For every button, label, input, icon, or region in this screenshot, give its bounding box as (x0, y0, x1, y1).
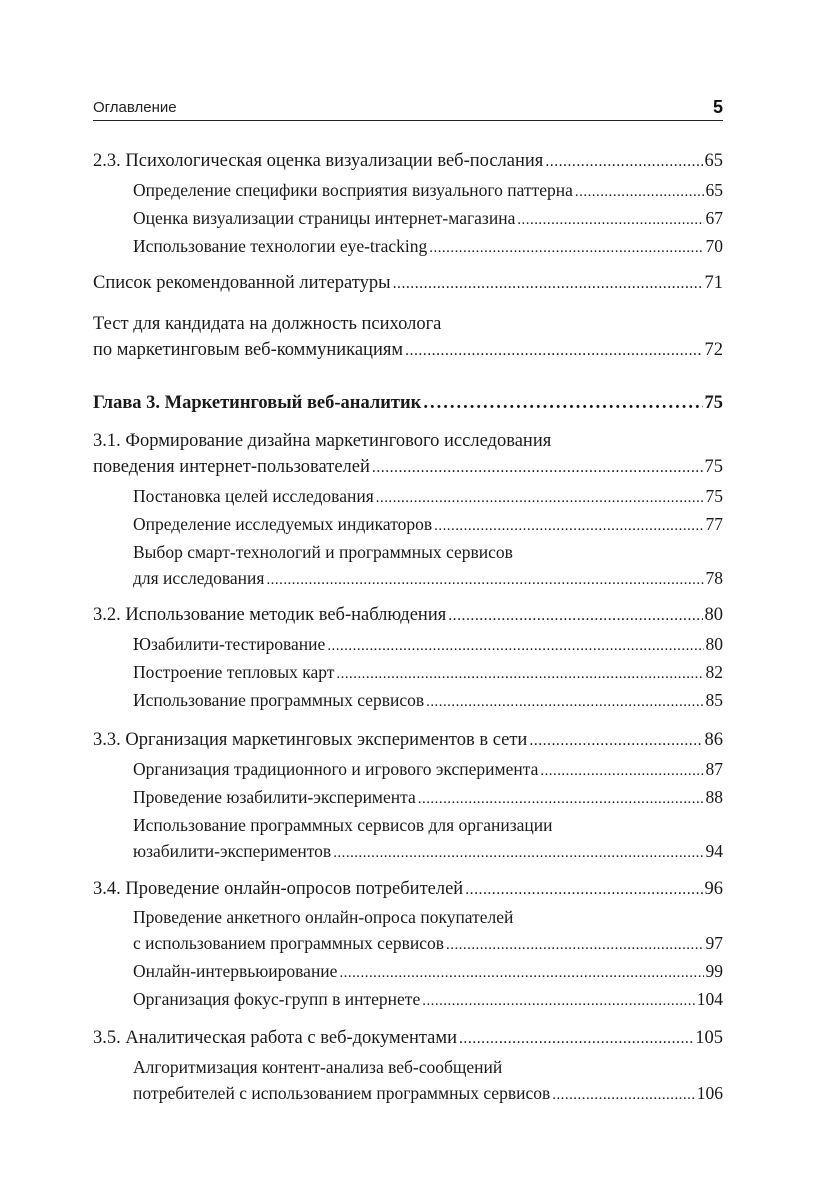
toc-subentry[interactable] (133, 659, 723, 687)
toc-page-number: 96 (704, 879, 723, 899)
toc-entry-title: для исследования (133, 568, 265, 588)
toc-chapter-title: Глава 3. Маркетинговый веб-аналитик (93, 393, 422, 413)
leader-dots (575, 179, 704, 205)
leader-dots (552, 1082, 695, 1108)
leader-dots (266, 567, 703, 593)
toc-entry-title-line1: Алгоритмизация контент-анализа веб-сообщений (133, 1057, 503, 1077)
toc-entry-title: Организация фокус-групп в интернете (133, 989, 421, 1009)
leader-dots (448, 603, 702, 629)
toc-entry-title: потребителей с использованием программных сервисов (133, 1083, 551, 1103)
leader-dots (434, 513, 703, 539)
toc-subentry[interactable] (133, 687, 723, 715)
toc-subentry[interactable] (133, 958, 723, 986)
toc-entry-title-line1: Тест для кандидата на должность психолога (93, 314, 442, 334)
toc-subentry[interactable] (133, 986, 723, 1014)
toc-page-number: 70 (705, 236, 723, 256)
leader-dots (393, 271, 703, 297)
leader-dots (429, 235, 703, 261)
toc-entry-3-3[interactable] (93, 727, 723, 754)
toc-subentry[interactable] (133, 539, 723, 593)
leader-dots (333, 840, 703, 866)
leader-dots (372, 455, 703, 481)
toc-entry-2-3[interactable] (93, 148, 723, 175)
toc-entry-3-1[interactable] (93, 428, 723, 481)
toc-entry-title: Постановка целей исследования (133, 486, 374, 506)
toc-page-number: 80 (705, 634, 723, 654)
toc-subentry[interactable] (133, 205, 723, 233)
toc-page-number: 65 (704, 151, 723, 171)
toc-entry-title: Построение тепловых карт (133, 662, 335, 682)
toc-subentry[interactable] (133, 756, 723, 784)
toc-page-number: 87 (705, 759, 723, 779)
toc-entry-title-line1: Проведение анкетного онлайн-опроса покупателей (133, 907, 514, 927)
toc-entry-title: Проведение юзабилити-эксперимента (133, 787, 416, 807)
toc-entry-title: Оценка визуализации страницы интернет-магазина (133, 208, 516, 228)
toc-page-number: 67 (705, 208, 723, 228)
leader-dots (545, 149, 702, 175)
toc-chapter-3[interactable] (93, 390, 723, 416)
leader-dots (405, 338, 702, 364)
toc-entry-title: Организация традиционного и игрового эксперимента (133, 759, 539, 779)
leader-dots (376, 485, 704, 511)
toc-entry-test[interactable] (93, 311, 723, 364)
toc-page-number: 94 (705, 841, 723, 861)
toc-page-number: 72 (704, 340, 723, 360)
toc-entry-title: Юзабилити-тестирование (133, 634, 326, 654)
toc-subentry[interactable] (133, 1054, 723, 1108)
toc-page-number: 75 (705, 486, 723, 506)
toc-subentry[interactable] (133, 631, 723, 659)
toc-entry-title: 2.3. Психологическая оценка визуализации веб-послания (93, 151, 544, 171)
leader-dots (423, 390, 702, 416)
toc-page-number: 86 (704, 730, 723, 750)
leader-dots (529, 728, 702, 754)
toc-entry-title: 3.4. Проведение онлайн-опросов потребителей (93, 879, 464, 899)
toc-page-number: 99 (705, 961, 723, 981)
toc-entry-title-line1: Выбор смарт-технологий и программных сервисов (133, 542, 513, 562)
toc-page-number: 105 (695, 1028, 723, 1048)
leader-dots (517, 207, 703, 233)
toc-entry-title-line1: Использование программных сервисов для организации (133, 815, 553, 835)
toc-page-number: 106 (696, 1083, 723, 1103)
toc-page-number: 71 (704, 273, 723, 293)
header-title: Оглавление (93, 99, 177, 116)
toc-entry-title: Список рекомендованной литературы (93, 273, 391, 293)
leader-dots (336, 661, 703, 687)
running-header (93, 96, 723, 121)
leader-dots (426, 689, 703, 715)
leader-dots (459, 1026, 693, 1052)
toc-entry-3-2[interactable] (93, 602, 723, 629)
toc-subentry[interactable] (133, 233, 723, 261)
toc-subentry[interactable] (133, 483, 723, 511)
toc-entry-title: юзабилити-экспериментов (133, 841, 332, 861)
toc-page-number: 85 (705, 690, 723, 710)
toc-subentry[interactable] (133, 904, 723, 958)
toc-page-number: 82 (705, 662, 723, 682)
toc-page-number: 75 (704, 393, 723, 413)
toc-entry-title: с использованием программных сервисов (133, 933, 445, 953)
toc-entry-title: 3.3. Организация маркетинговых экспериментов в сети (93, 730, 528, 750)
toc-entry-title: по маркетинговым веб-коммуникациям (93, 340, 404, 360)
toc-entry-title: Онлайн-интервьюирование (133, 961, 338, 981)
toc-subentry[interactable] (133, 812, 723, 866)
toc-entry-3-4[interactable] (93, 876, 723, 903)
toc-page-number: 77 (705, 514, 723, 534)
leader-dots (422, 988, 695, 1014)
toc-entry-title-line1: 3.1. Формирование дизайна маркетингового исследования (93, 431, 552, 451)
leader-dots (465, 877, 702, 903)
toc-page-number: 97 (705, 933, 723, 953)
toc-entry-title: 3.5. Аналитическая работа с веб-документами (93, 1028, 457, 1048)
toc-page-number: 88 (705, 787, 723, 807)
toc-entry-title: поведения интернет-пользователей (93, 457, 370, 477)
toc-page-number: 78 (705, 568, 723, 588)
header-page-number: 5 (712, 97, 723, 117)
toc-page-number: 104 (696, 989, 723, 1009)
toc-entry-3-5[interactable] (93, 1025, 723, 1052)
toc-subentry[interactable] (133, 511, 723, 539)
leader-dots (418, 786, 704, 812)
toc-page-number: 80 (704, 605, 723, 625)
toc-page-number: 75 (704, 457, 723, 477)
toc-entry-title: Определение исследуемых индикаторов (133, 514, 433, 534)
leader-dots (540, 758, 703, 784)
leader-dots (327, 633, 703, 659)
toc-entry-title: Использование технологии eye-tracking (133, 236, 428, 256)
toc-entry-bibliography[interactable] (93, 270, 723, 297)
toc-page-number: 65 (705, 180, 723, 200)
leader-dots (446, 932, 703, 958)
toc-entry-title: Использование программных сервисов (133, 690, 425, 710)
toc-subentry[interactable] (133, 784, 723, 812)
toc-entry-title: Определение специфики восприятия визуального паттерна (133, 180, 573, 200)
toc-subentry[interactable] (133, 177, 723, 205)
toc-entry-title: 3.2. Использование методик веб-наблюдения (93, 605, 447, 625)
leader-dots (339, 960, 703, 986)
